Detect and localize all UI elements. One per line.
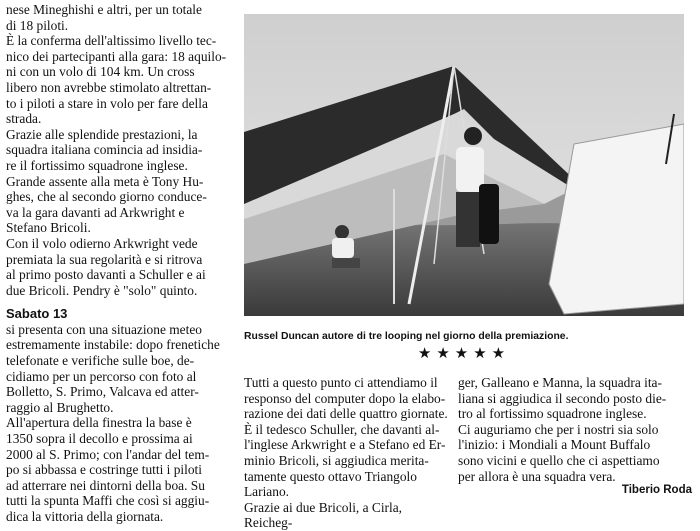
text-line: raggio al Brughetto. (6, 399, 114, 415)
section-heading: Sabato 13 (6, 306, 68, 322)
text-line: 1350 sopra il decollo e prossima ai (6, 431, 193, 447)
text-line: dica la vittoria della giornata. (6, 509, 164, 524)
text-line: Grazie alle splendide prestazioni, la (6, 126, 198, 142)
text-line: ghes, che al secondo giorno conduce- (6, 189, 207, 205)
text-line: Ci auguriamo che per i nostri sia solo (458, 421, 659, 437)
text-line: tutti la spunta Maffi che così si aggiu- (6, 493, 210, 509)
text-line: strada. (6, 111, 42, 127)
text-line: sono vicini e quello che ci aspettiamo (458, 452, 660, 468)
text-line: cidiamo per un percorso con foto al (6, 368, 197, 384)
text-line: nese Mineghishi e altri, per un totale (6, 2, 202, 17)
column-left-text-a (6, 2, 234, 298)
text-line: Stefano Bricoli. (6, 220, 91, 236)
author-byline: Tiberio Roda (621, 484, 692, 496)
text-line: 2000 al S. Primo; con l'andar del tem- (6, 446, 210, 462)
text-line: All'apertura della finestra la base è (6, 415, 192, 431)
text-line: estremamente instabile: dopo frenetiche (6, 337, 220, 353)
text-line: ger, Galleano e Manna, la squadra ita- (458, 375, 662, 390)
text-line: squadra italiana comincia ad insidia- (6, 142, 203, 158)
text-line: Grande assente alla meta è Tony Hu- (6, 173, 204, 189)
text-line: l'inizio: i Mondiali a Mount Buffalo (458, 437, 651, 453)
photo-caption: Russel Duncan autore di tre looping nel giorno della premiazione. (244, 331, 569, 343)
text-line: ni con un volo di 104 km. Un cross (6, 64, 195, 80)
text-line: tamente questo ottavo Triangolo (244, 468, 417, 484)
text-line: Tutti a questo punto ci attendiamo il (244, 375, 438, 390)
text-line: l'inglese Arkwright e a Stefano ed Er- (244, 437, 446, 453)
text-line: nico dei partecipanti alla gara: 18 aquilo- (6, 48, 227, 64)
hang-glider-photo (244, 14, 684, 316)
section-divider-stars: ★★★★★ (417, 344, 511, 362)
article-column-right (458, 375, 694, 484)
text-line: premiata la sua regolarità e si ritrova (6, 251, 203, 267)
text-line: al primo posto davanti a Schuller e ai (6, 267, 206, 283)
article-column-left (6, 2, 234, 525)
text-line: va la gara davanti ad Arkwright e (6, 204, 185, 220)
text-line: due Bricoli. Pendry è "solo" quinto. (6, 282, 198, 298)
text-line: Lariano. (244, 484, 289, 500)
text-line: È il tedesco Schuller, che davanti al- (244, 421, 440, 437)
article-column-middle (244, 375, 450, 531)
text-line: libero non avrebbe stimolato altrettan- (6, 79, 212, 95)
text-line: responso del computer dopo la elabo- (244, 390, 446, 406)
text-line: si presenta con una situazione meteo (6, 321, 202, 337)
text-line: tro al fortissimo squadrone inglese. (458, 406, 647, 422)
text-line: Grazie ai due Bricoli, a Cirla, Reicheg- (244, 499, 403, 531)
text-line: Con il volo odierno Arkwright vede (6, 235, 198, 251)
column-right-text (458, 375, 694, 484)
column-middle-text (244, 375, 450, 531)
text-line: razione dei dati delle quattro giornate. (244, 406, 448, 422)
text-line: ad atterrare nei dintorni della boa. Su (6, 477, 205, 493)
text-line: di 18 piloti. (6, 17, 69, 33)
text-line: È la conferma dell'altissimo livello tec- (6, 33, 217, 49)
text-line: minio Bricoli, si aggiudica merita- (244, 452, 429, 468)
column-left-text-b (6, 322, 234, 525)
text-line: Bolletto, S. Primo, Valcava ed atter- (6, 384, 199, 400)
text-line: per allora è una squadra vera. (458, 468, 616, 484)
text-line: to i piloti a stare in volo per fare della (6, 95, 208, 111)
text-line: po si abbassa e costringe tutti i piloti (6, 462, 202, 478)
text-line: re il fortissimo squadrone inglese. (6, 157, 188, 173)
text-line: telefonate e verifiche sulle boe, de- (6, 353, 195, 369)
text-line: liana si aggiudica il secondo posto die- (458, 390, 667, 406)
